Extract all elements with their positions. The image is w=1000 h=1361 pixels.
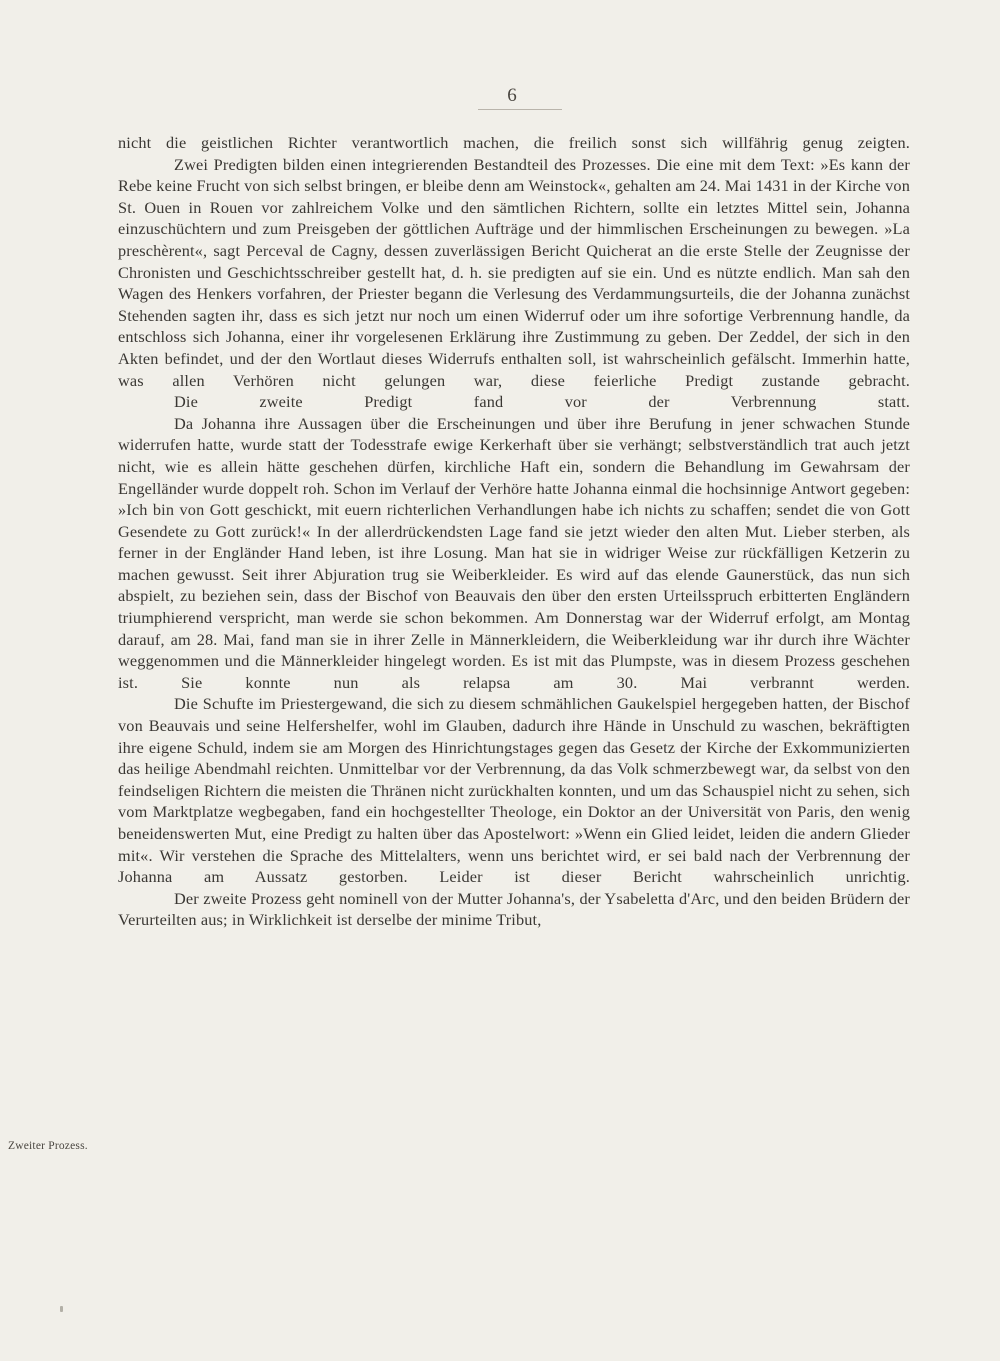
paragraph-6: Der zweite Prozess geht nominell von der Mutter Johanna's, der Ysabeletta d'Arc, und den beiden Brüdern der Verurteilten aus; in Wirklichkeit ist derselbe der minime Tribut, [118,888,910,930]
paragraph-4: Da Johanna ihre Aussagen über die Erscheinungen und über ihre Berufung in jener schwachen Stunde widerrufen hatte, wurde statt der Todesstrafe ewige Kerkerhaft über sie verhängt; selbstverständlich trat auch jetzt nicht, wie es allein hätte geschehen dürfen, kirchliche Haft ein, sondern die Behandlung im Gewahrsam der Engelländer wurde doppelt roh. Schon im Verlauf der Verhöre hatte Johanna einmal die hochsinnige Antwort gegeben: »Ich bin von Gott geschickt, mit euern richterlichen Verhandlungen habe ich nichts zu schaffen; sendet die von Gott Gesendete zu Gott zurück!« In der allerdrückendsten Lage fand sie jetzt wieder den alten Mut. Lieber sterben, als ferner in der Engländer Hand leben, ist ihre Losung. Man hat sie in widriger Weise zur rückfälligen Ketzerin zu machen gewusst. Seit ihrer Abjuration trug sie Weiberkleider. Es wird auf das elende Gaunerstück, das nun sich abspielt, zu beziehen sein, dass der Bischof von Beauvais den über den ersten Urteilsspruch erbitterten Engländern triumphierend verspricht, man werde sie schon bekommen. Am Donnerstag war der Widerruf erfolgt, am Montag darauf, am 28. Mai, fand man sie in ihrer Zelle in Männerkleidern, die Weiberkleidung war ihr durch ihre Wächter weggenommen und die Männerkleider hingelegt worden. Es ist mit das Plumpste, was in diesem Prozess geschehen ist. Sie konnte nun als relapsa am 30. Mai verbrannt werden. [118,413,910,692]
paragraph-5: Die Schufte im Priestergewand, die sich zu diesem schmählichen Gaukelspiel hergegeben hatten, der Bischof von Beauvais und seine Helfershelfer, wohl im Glauben, dadurch ihre Hände in Unschuld zu waschen, bekräftigten ihre eigene Schuld, indem sie am Morgen des Hinrichtungstages gegen das Gesetz der Kirche der Exkommunizierten das heilige Abendmahl reichten. Unmittelbar vor der Verbrennung, da das Volk schmerzbewegt war, da selbst von den feindseligen Richtern die meisten die Thränen nicht zurückhalten konnten, und um das Schauspiel nicht zu sehen, sich vom Marktplatze wegbegaben, fand ein hochgestellter Theologe, ein Doktor an der Universität von Paris, den wenig beneidenswerten Mut, eine Predigt zu halten über das Apostelwort: »Wenn ein Glied leidet, leiden die andern Glieder mit«. Wir verstehen die Sprache des Mittelalters, wenn uns berichtet wird, er sei bald nach der Verbrennung der Johanna am Aussatz gestorben. Leider ist dieser Bericht wahrscheinlich unrichtig. [118,694,910,887]
paragraph-2: Zwei Predigten bilden einen integrierenden Bestandteil des Prozesses. Die eine mit dem Text: »Es kann der Rebe keine Frucht von sich selbst bringen, er bleibe denn am Weinstock«, gehalten am 24. Mai 1431 in der Kirche von St. Ouen in Rouen vor zahlreichem Volke und den sämtlichen Richtern, sollte ein letztes Mittel sein, Johanna einzuschüchtern und zum Preisgeben der göttlichen Aufträge und der himmlischen Erscheinungen zu bewegen. »La preschèrent«, sagt Perceval de Cagny, dessen zuverlässigen Bericht Quicherat an die erste Stelle der Zeugnisse der Chronisten und Geschichtsschreiber gestellt hat, d. h. sie predigten auf sie ein. Und es nützte endlich. Man sah den Wagen des Henkers vorfahren, der Priester begann die Verlesung des Verdammungsurteils, die der Johanna zunächst Stehenden sagten ihr, dass es sich jetzt nur noch um einen Widerruf oder um ihre sofortige Verbrennung handle, da entschloss sich Johanna, einer ihr vorgelesenen Erklärung ihre Zustimmung zu geben. Der Zeddel, der sich in den Akten befindet, und der den Wortlaut dieses Widerrufs enthalten soll, ist wahrscheinlich gefälscht. Immerhin hatte, was allen Verhören nicht gelungen war, diese feierliche Predigt zustande gebracht. [118,154,910,390]
header-rule [478,109,562,110]
body-text [118,132,910,931]
paragraph-3: Die zweite Predigt fand vor der Verbrennung statt. [174,392,910,412]
page-number: 6 [507,85,517,106]
paragraph-1: nicht die geistlichen Richter verantwortlich machen, die freilich sonst sich willfährig genug zeigten. [118,133,910,152]
paper-speck [60,1306,63,1312]
margin-note: Zweiter Prozess. [8,1140,88,1152]
